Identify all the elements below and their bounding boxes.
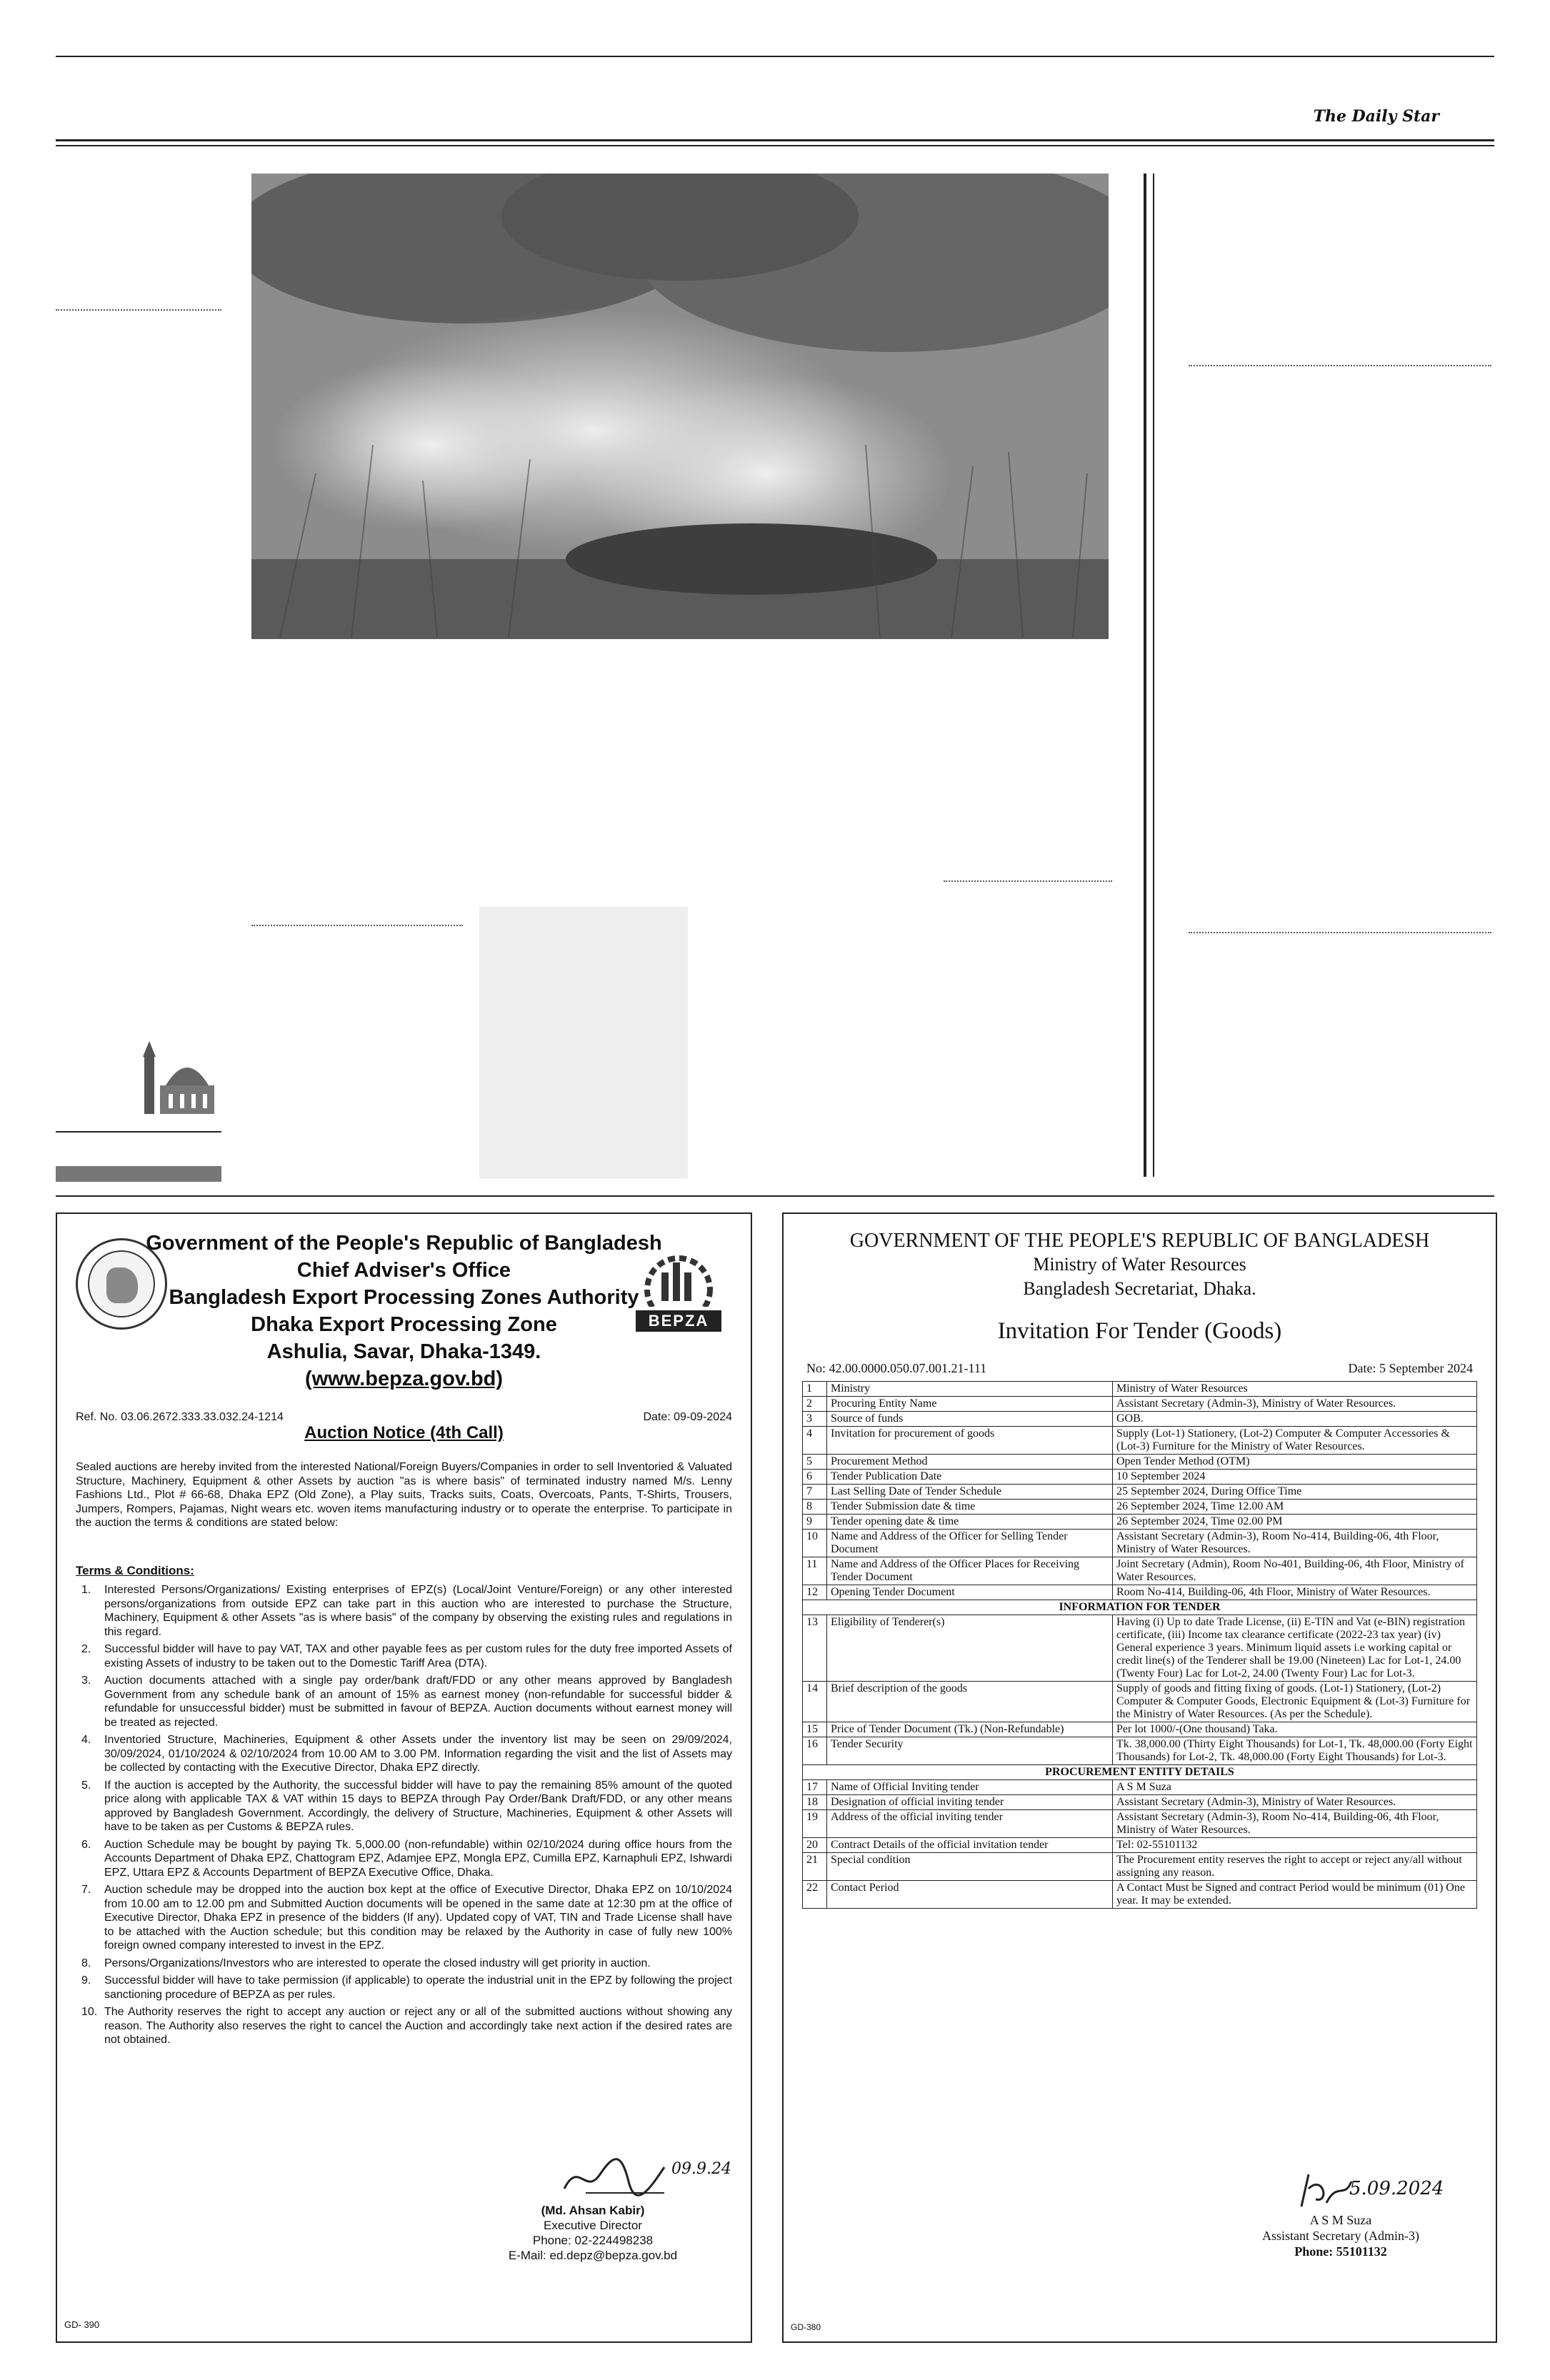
row-label: Brief description of the goods [827,1682,1113,1722]
gray-panel [479,907,688,1179]
term-item: 5. If the auction is accepted by the Authority, the successful bidder will have to pay the remaining 85% amount of the quoted price along with applicable TAX & VAT within 15 days to BEPZA through Pay Order/Bank Draft/FDD, or any other means approved by Bangladesh Government. Accordingly, the delivery of Structure, Machineries, Equipment & other Assets will have to be taken as per Customs & BEPZA rules. [81,1779,732,1833]
row-number: 11 [803,1557,827,1585]
right-column-divider-1 [1189,365,1491,366]
ad2-date: Date: 5 September 2024 [1348,1361,1473,1375]
ad1-terms-heading: Terms & Conditions: [76,1564,194,1577]
center-divider-right [944,880,1112,882]
ad2-signer [1198,2212,1484,2259]
term-item: 2. Successful bidder will have to pay VAT, TAX and other payable fees as per custom rules for the duty free imported Assets of existing Assets of industry to be taken out to the Domestic Tariff Area (DTA). [81,1643,732,1669]
term-item: 6. Auction Schedule may be bought by paying Tk. 5,000.00 (non-refundable) within 02/10/2024 during office hours from the Accounts Department of Dhaka EPZ, Chattogram EPZ, Adamjee EPZ, Mongla EPZ, Cumilla EPZ, Karnaphuli EPZ, Ishwardi EPZ, Uttara EPZ & Accounts Department of BEPZA Executive Office, Dhaka. [81,1838,732,1879]
row-value: Assistant Secretary (Admin-3), Ministry of Water Resources. [1113,1397,1477,1412]
ad2-title: Invitation For Tender (Goods) [997,1318,1282,1344]
table-row [803,1722,1477,1737]
table-row [803,1382,1477,1397]
ad1-terms-list [76,1583,732,2051]
row-number: 17 [803,1780,827,1795]
row-value: Supply (Lot-1) Stationery, (Lot-2) Computer & Computer Accessories & (Lot-3) Furniture for the Ministry of Water Resources. [1113,1427,1477,1455]
ad2-header-line-3: Bangladesh Secretariat, Dhaka. [1023,1278,1256,1299]
row-number: 10 [803,1530,827,1557]
row-value: Assistant Secretary (Admin-3), Room No-414, Building-06, 4th Floor, Ministry of Water Resources. [1113,1530,1477,1557]
ad1-header-line-5: Ashulia, Savar, Dhaka-1349. [266,1340,541,1363]
row-number: 6 [803,1470,827,1485]
row-value: Tel: 02-55101132 [1113,1838,1477,1853]
row-number: 12 [803,1585,827,1600]
center-divider-left [251,925,463,926]
row-label: Source of funds [827,1412,1113,1427]
row-label: Tender opening date & time [827,1515,1113,1530]
ad1-signature [557,2146,671,2203]
table-row [803,1530,1477,1557]
mosque-icon [140,1035,221,1114]
row-label: Name and Address of the Officer Places for Receiving Tender Document [827,1557,1113,1585]
row-value: Joint Secretary (Admin), Room No-401, Building-06, 4th Floor, Ministry of Water Resources. [1113,1557,1477,1585]
table-section-row [803,1600,1477,1615]
table-row [803,1412,1477,1427]
top-rule [56,56,1494,57]
bepza-logo-text: BEPZA [636,1310,721,1332]
left-column-divider [56,309,221,311]
row-number: 18 [803,1795,827,1810]
term-item: 8. Persons/Organizations/Investors who are interested to operate the closed industry will get priority in auction. [81,1957,651,1969]
row-number: 7 [803,1485,827,1500]
row-number: 3 [803,1412,827,1427]
column-rule-vertical-1 [1144,174,1146,1177]
row-number: 21 [803,1853,827,1881]
row-number: 19 [803,1810,827,1838]
ad1-gd-no: GD- 390 [64,2319,100,2330]
water-resources-tender-notice [782,1212,1497,2343]
table-row [803,1615,1477,1682]
ad2-signer-phone: Phone: 55101132 [1294,2244,1387,2259]
table-row [803,1795,1477,1810]
ad1-signer-email[interactable]: E-Mail: ed.depz@bepza.gov.bd [508,2249,678,2262]
right-column-divider-2 [1189,932,1491,933]
row-label: Last Selling Date of Tender Schedule [827,1485,1113,1500]
row-number: 20 [803,1838,827,1853]
term-item: 3. Auction documents attached with a single pay order/bank draft/FDD or any other means approved by Bangladesh Government from any schedule bank of an amount of 15% as earnest money (non-refundable for successful bidder & refundable for unsuccessful bidder) must be submitted in favour of BEPZA. Auction documents without earnest money will be treated as rejected. [81,1674,732,1729]
masthead: The Daily Star [1313,107,1439,126]
ad1-date: Date: 09-09-2024 [643,1411,732,1423]
row-label: Special condition [827,1853,1113,1881]
row-label: Contract Details of the official invitation tender [827,1838,1113,1853]
row-number: 16 [803,1737,827,1765]
tender-details-table [802,1381,1477,1909]
left-bottom-rule [56,1131,221,1133]
ad2-header-line-1: GOVERNMENT OF THE PEOPLE'S REPUBLIC OF BANGLADESH [849,1230,1430,1252]
row-value: 26 September 2024, Time 02.00 PM [1113,1515,1477,1530]
header-double-rule-1 [56,139,1494,141]
row-label: Name and Address of the Officer for Selling Tender Document [827,1530,1113,1557]
row-label: Procurement Method [827,1455,1113,1470]
row-label: Tender Publication Date [827,1470,1113,1485]
row-label: Ministry [827,1382,1113,1397]
table-section-row [803,1765,1477,1780]
row-value: 25 September 2024, During Office Time [1113,1485,1477,1500]
row-value: GOB. [1113,1412,1477,1427]
bepza-gear-icon [636,1247,721,1307]
ads-top-rule [56,1195,1494,1197]
row-value: 26 September 2024, Time 12.00 AM [1113,1500,1477,1515]
table-row [803,1810,1477,1838]
term-item: 10. The Authority reserves the right to accept any auction or reject any or all of the submitted auctions without showing any reason. The Authority also reserves the right to cancel the Auction and accordingly take next action if the desired rates are not obtained. [81,2006,732,2046]
row-value: A Contact Must be Signed and contract Period would be minimum (01) One year. It may be extended. [1113,1881,1477,1909]
row-number: 14 [803,1682,827,1722]
section-heading: PROCUREMENT ENTITY DETAILS [803,1765,1477,1780]
row-number: 22 [803,1881,827,1909]
burning-field-image [251,174,1109,639]
table-row [803,1455,1477,1470]
table-row [803,1682,1477,1722]
ad1-title: Auction Notice (4th Call) [304,1423,504,1442]
ad1-header-line-3: Bangladesh Export Processing Zones Authority [169,1286,639,1309]
row-label: Name of Official Inviting tender [827,1780,1113,1795]
row-label: Eligibility of Tenderer(s) [827,1615,1113,1682]
ad1-header-line-4: Dhaka Export Processing Zone [251,1313,557,1336]
ad1-intro: Sealed auctions are hereby invited from the interested National/Foreign Buyers/Companies in order to sell Inventoried & Valuated Structure, Machinery, Equipment & other Assets by auction "as is where basis" of terminated industry named M/s. Lenny Fashions Ltd., Plot # 66-68, Dhaka EPZ (Old Zone), a Play suits, Tracks suits, Coats, Overcoats, Pants, T-Shirts, Trousers, Jumpers, Rompers, Pajamas, Night wears etc. woven items manufacturing industry or to operate the enterprise. To participate in the auction the terms & conditions are stated below: [76,1461,732,1529]
term-item: 7. Auction schedule may be dropped into the auction box kept at the office of Executive Director, Dhaka EPZ on 10/10/2024 from 10.00 am to 12.00 pm and Submitted Auction documents will be opened in the same date at 12:30 pm at the office of Executive Director, Dhaka EPZ in presence of the bidders (If any). Updated copy of VAT, TIN and Trade License shall have to be attached with the Auction schedule; but this condition may be relaxed by the Authority in case of fully new 100% foreign owned company interested to invest in the EPZ. [81,1884,732,1952]
row-label: Price of Tender Document (Tk.) (Non-Refundable) [827,1722,1113,1737]
row-value: Tk. 38,000.00 (Thirty Eight Thousands) for Lot-1, Tk. 48,000.00 (Forty Eight Thousands) for Lot-2, Tk. 48,000.00 (Forty Eight Thousands) for Lot-3. [1113,1737,1477,1765]
ad2-header-line-2: Ministry of Water Resources [1033,1254,1246,1275]
table-row [803,1427,1477,1455]
table-row [803,1500,1477,1515]
ad1-signature-date: 09.9.24 [671,2160,731,2178]
row-number: 4 [803,1427,827,1455]
tender-table [802,1381,1477,1909]
row-number: 13 [803,1615,827,1682]
news-photo [251,174,1109,639]
row-value: Having (i) Up to date Trade License, (ii) E-TIN and Vat (e-BIN) registration certificate, (iii) Income tax clearance certificate (2022-23 tax year) (iv) General experience 3 years. Minimum liquid assets i.e working capital or credit line(s) of the Tenderer shall be 19.00 (Nineteen) Lac for Lot-1, 24.00 (Twenty Four) Lac for Lot-2, 24.00 (Twenty Four) Lac for Lot-3. [1113,1615,1477,1682]
ad1-signer [457,2203,729,2263]
row-label: Invitation for procurement of goods [827,1427,1113,1455]
ad1-ref-no: Ref. No. 03.06.2672.333.33.032.24-1214 [76,1411,284,1423]
column-rule-vertical-2 [1153,174,1154,1177]
left-dark-bar [56,1166,221,1182]
row-value: 10 September 2024 [1113,1470,1477,1485]
row-number: 5 [803,1455,827,1470]
ad1-signer-designation: Executive Director [544,2219,642,2232]
term-item: 9. Successful bidder will have to take permission (if applicable) to operate the industrial unit in the EPZ by following the project sanctioning procedure of BEPZA as per rules. [81,1974,732,2001]
row-value: Assistant Secretary (Admin-3), Room No-414, Building-06, 4th Floor, Ministry of Water Resources. [1113,1810,1477,1838]
row-number: 8 [803,1500,827,1515]
ad2-memo-no: No: 42.00.0000.050.07.001.21-111 [806,1361,987,1375]
table-row [803,1515,1477,1530]
row-label: Procuring Entity Name [827,1397,1113,1412]
ad2-gd-no: GD-380 [791,2322,821,2332]
row-value: Ministry of Water Resources [1113,1382,1477,1397]
row-number: 9 [803,1515,827,1530]
table-row [803,1780,1477,1795]
row-value: Open Tender Method (OTM) [1113,1455,1477,1470]
header-double-rule-2 [56,145,1494,146]
table-row [803,1397,1477,1412]
table-row [803,1585,1477,1600]
row-label: Opening Tender Document [827,1585,1113,1600]
row-value: Per lot 1000/-(One thousand) Taka. [1113,1722,1477,1737]
row-label: Tender Submission date & time [827,1500,1113,1515]
row-label: Contact Period [827,1881,1113,1909]
ad2-signature-date: 5.09.2024 [1349,2178,1444,2199]
ad2-signer-designation: Assistant Secretary (Admin-3) [1262,2229,1419,2243]
ad1-header-line-2: Chief Adviser's Office [296,1259,511,1282]
ad1-header-line-1: Government of the People's Republic of Bangladesh [146,1232,662,1255]
row-value: Supply of goods and fitting fixing of goods. (Lot-1) Stationery, (Lot-2) Computer & Computer Goods, Electronic Equipment & (Lot-3) Furniture for the Ministry of Water Resources. (As per the Schedule). [1113,1682,1477,1722]
row-value: The Procurement entity reserves the right to accept or reject any/all without assigning any reason. [1113,1853,1477,1881]
row-number: 15 [803,1722,827,1737]
row-value: Assistant Secretary (Admin-3), Ministry of Water Resources. [1113,1795,1477,1810]
bepza-auction-notice [56,1212,752,2343]
ad1-website-link[interactable]: (www.bepza.gov.bd) [304,1367,504,1390]
table-row [803,1557,1477,1585]
term-item: 4. Inventoried Structure, Machineries, Equipment & other Assets under the inventory list may be seen on 29/09/2024, 30/09/2024, 01/10/2024 & 02/10/2024 from 10.00 AM to 3.00 PM. Information regarding the visit and the list of Assets may be collected by contacting with the Executive Director, Dhaka EPZ directly. [81,1734,732,1774]
section-heading: INFORMATION FOR TENDER [803,1600,1477,1615]
row-label: Address of the official inviting tender [827,1810,1113,1838]
table-row [803,1470,1477,1485]
row-number: 2 [803,1397,827,1412]
table-row [803,1853,1477,1881]
ad1-signer-phone: Phone: 02-224498238 [532,2234,654,2247]
row-label: Tender Security [827,1737,1113,1765]
row-number: 1 [803,1382,827,1397]
table-row [803,1737,1477,1765]
bepza-logo [636,1247,721,1331]
ad2-signer-name: A S M Suza [1309,2213,1372,2227]
term-item: 1. Interested Persons/Organizations/ Existing enterprises of EPZ(s) (Local/Joint Venture/Foreign) or any other interested persons/organizations from outside EPZ can take part in this auction who are interested to purchase the Structure, Machinery, Equipment & other Assets "as is where basis" of the company by observing the existing rules and regulations in this regard. [81,1584,732,1638]
row-value: Room No-414, Building-06, 4th Floor, Ministry of Water Resources. [1113,1585,1477,1600]
row-value: A S M Suza [1113,1780,1477,1795]
table-row [803,1485,1477,1500]
table-row [803,1838,1477,1853]
table-row [803,1881,1477,1909]
ad1-signer-name: (Md. Ahsan Kabir) [541,2204,645,2217]
row-label: Designation of official inviting tender [827,1795,1113,1810]
